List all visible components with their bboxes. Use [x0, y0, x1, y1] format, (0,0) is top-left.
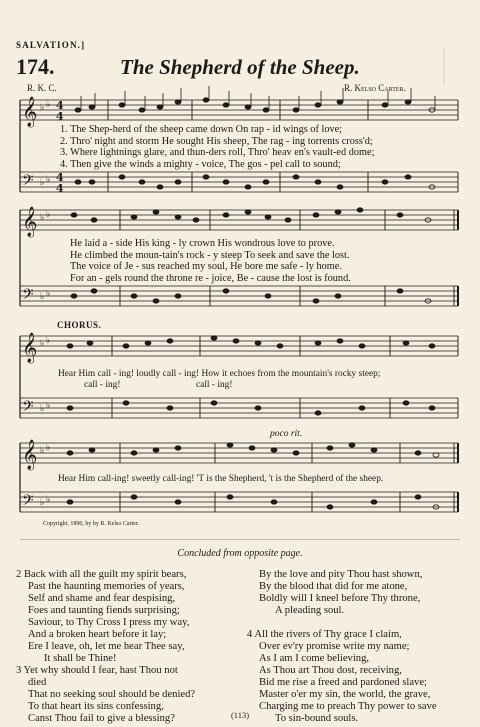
verse-4-line-2: For an - gels round the throne re - joice, Be - cause the lost is found. — [70, 272, 351, 284]
svg-text:♭: ♭ — [40, 498, 45, 508]
stanza-line: Master o'er my sin, the world, the grave, — [259, 689, 431, 700]
hymn-title: The Shepherd of the Sheep. — [120, 55, 360, 79]
stanzas-right-column — [247, 569, 437, 725]
staff-treble-3 — [20, 336, 458, 356]
svg-text:4: 4 — [56, 110, 64, 123]
verse-3-line-1: 3. Where lightnings glare, and thun-ders roll, Thro' heav en's vault-ed dome; — [60, 147, 375, 159]
staff-treble-2 — [20, 210, 458, 230]
svg-text:♭: ♭ — [46, 401, 51, 411]
stanza-line: 3 Yet why should I fear, hast Thou not — [16, 665, 178, 676]
svg-text:♭: ♭ — [46, 100, 51, 110]
verse-1-line-2: He laid a - side His king - ly crown His wondrous love to prove. — [70, 238, 335, 249]
svg-text:𝄢: 𝄢 — [22, 492, 34, 513]
stanza-line: Bid me rise a freed and pardoned slave; — [259, 677, 427, 688]
svg-text:♭: ♭ — [46, 289, 51, 299]
stanza-line: By the love and pity Thou hast shown, — [259, 569, 423, 580]
chorus-echo-2: call - ing! — [196, 380, 233, 390]
staff-bass-3 — [20, 398, 458, 418]
stanza-line: Ere I leave, oh, let me hear Thee say, — [28, 641, 185, 652]
stanza-line: To that heart its sins confessing, — [28, 701, 164, 712]
svg-text:♭: ♭ — [40, 292, 45, 302]
stanza-line: As I am I come believing, — [259, 653, 370, 664]
svg-text:𝄞: 𝄞 — [22, 97, 38, 127]
svg-text:♭: ♭ — [40, 404, 45, 414]
staff-treble-1 — [20, 100, 458, 120]
chorus-line-2: Hear Him call-ing! sweetly call-ing! 'T is the Shepherd, 't is the Shepherd of the sheep. — [58, 474, 384, 484]
stanza-line: 4 All the rivers of Thy grace I claim, — [247, 629, 402, 640]
verse-2-line-2: He climbed the moun-tain's rock - y steep To seek and save the lost. — [70, 249, 350, 261]
svg-text:♭: ♭ — [46, 175, 51, 185]
stanzas-left-column — [16, 569, 195, 725]
staff-bass-2 — [20, 286, 458, 306]
section-heading: SALVATION.] — [16, 40, 86, 50]
chorus-label: CHORUS. — [57, 320, 102, 330]
stanza-line: 2 Back with all the guilt my spirit bears, — [16, 569, 187, 580]
stanza-line: died — [28, 677, 47, 688]
staff-bass-1 — [20, 172, 458, 192]
staff-bass-4 — [20, 492, 458, 512]
svg-text:4: 4 — [56, 99, 64, 112]
lyrics-system-1 — [60, 124, 374, 170]
tempo-marking: poco rit. — [270, 429, 303, 439]
svg-text:♭: ♭ — [46, 336, 51, 346]
svg-text:♭: ♭ — [46, 443, 51, 453]
stanza-line: A pleading soul. — [275, 605, 345, 616]
svg-text:♭: ♭ — [40, 178, 45, 188]
svg-text:♭: ♭ — [46, 495, 51, 505]
stanza-line: Foes and taunting fiends surprising; — [28, 605, 180, 616]
stanza-line: Over ev'ry promise write my name; — [259, 641, 410, 652]
svg-text:♭: ♭ — [46, 210, 51, 220]
svg-text:𝄢: 𝄢 — [22, 172, 34, 193]
hymn-number: 174. — [16, 54, 55, 79]
stanza-line: It shall be Thine! — [44, 653, 117, 664]
svg-text:𝄢: 𝄢 — [22, 398, 34, 419]
stanza-line: That no seeking soul should be denied? — [28, 689, 196, 700]
lyrics-system-2 — [70, 238, 351, 284]
staff-treble-4 — [20, 443, 458, 463]
svg-text:𝄞: 𝄞 — [22, 207, 38, 237]
verse-3-line-2: The voice of Je - sus reached my soul, He bore me safe - ly home. — [70, 261, 342, 273]
stanza-line: Charging me to preach Thy power to save — [259, 701, 437, 712]
concluded-note: Concluded from opposite page. — [177, 548, 303, 559]
lyricist-initials: R. K. C. — [27, 83, 57, 93]
stanza-line: Past the haunting memories of years, — [28, 581, 185, 592]
chorus-echo-1: call - ing! — [84, 380, 121, 390]
stanza-line: Self and shame and fear despising, — [28, 593, 176, 604]
svg-text:♭: ♭ — [40, 213, 45, 223]
svg-text:♭: ♭ — [40, 339, 45, 349]
page-number: (113) — [230, 710, 250, 720]
verse-1-line-1: 1. The Shep-herd of the sheep came down On rap - id wings of love; — [60, 124, 343, 135]
stanza-line: As Thou art Thou dost, receiving, — [259, 665, 402, 676]
stanza-line: To sin-bound souls. — [275, 713, 359, 724]
svg-text:𝄞: 𝄞 — [22, 440, 38, 470]
composer-name: R. Kelso Carter. — [344, 83, 406, 93]
copyright-notice: Copyright, 1890, by by R. Kelso Carter. — [43, 521, 139, 527]
svg-text:4: 4 — [56, 171, 64, 184]
verse-4-line-1: 4. Then give the winds a mighty - voice, The gos - pel call to sound; — [60, 158, 341, 170]
svg-text:♭: ♭ — [40, 446, 45, 456]
svg-text:𝄢: 𝄢 — [22, 286, 34, 307]
svg-text:♭: ♭ — [40, 103, 45, 113]
stanza-line: Boldly will I kneel before Thy throne, — [259, 593, 421, 604]
svg-text:𝄞: 𝄞 — [22, 333, 38, 363]
stanza-line: Canst Thou fail to give a blessing? — [28, 713, 175, 724]
verse-2-line-1: 2. Thro' night and storm He sought His sheep, The rag - ing torrents cross'd; — [60, 135, 373, 147]
chorus-line-1: Hear Him call - ing! loudly call - ing! How it echoes from the mountain's rocky steep; — [58, 369, 381, 379]
stanza-line: Saviour, to Thy Cross I press my way, — [28, 617, 190, 628]
bleed-through-mark: | — [440, 41, 449, 86]
svg-text:4: 4 — [56, 182, 64, 195]
stanza-line: By the blood that did for me atone, — [259, 581, 408, 592]
stanza-line: And a broken heart before it lay; — [28, 629, 167, 640]
